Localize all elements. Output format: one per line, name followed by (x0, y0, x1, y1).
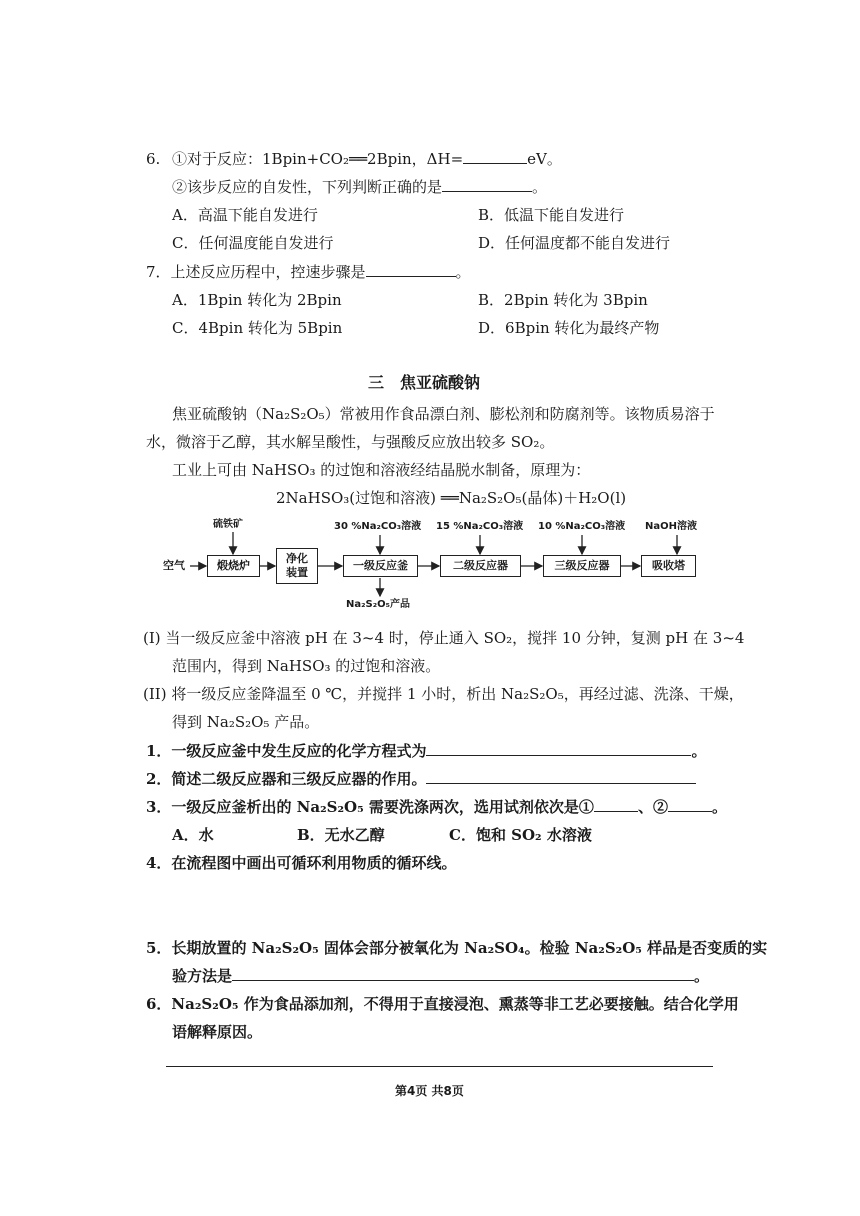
question-5-line-2 (172, 966, 709, 986)
question-1-blank[interactable] (426, 741, 691, 756)
answer-line[interactable] (166, 1066, 713, 1067)
q7-option-a: A．1Bpin 转化为 2Bpin (172, 291, 342, 309)
purifier-box: 净化 装置 (276, 548, 318, 584)
reagent-30-label: 30 %Na₂CO₃溶液 (334, 521, 422, 532)
q7-option-c: C．4Bpin 转化为 5Bpin (172, 319, 343, 337)
intro-line-1: 焦亚硫酸钠（Na₂S₂O₅）常被用作食品漂白剂、膨松剂和防腐剂等。该物质易溶于 (172, 405, 715, 423)
question-5-line-1: 5．长期放置的 Na₂S₂O₅ 固体会部分被氧化为 Na₂SO₄。检验 Na₂S₂O₅ 样品是否变质的实 (146, 939, 768, 957)
question-5-blank[interactable] (232, 966, 694, 981)
reactor-1-box: 一级反应釜 (343, 555, 418, 577)
question-5-end: 。 (694, 967, 710, 985)
q7-option-b: B．2Bpin 转化为 3Bpin (478, 291, 648, 309)
q6-part1-unit: eV。 (527, 150, 562, 168)
question-3-end: 。 (711, 798, 727, 816)
product-label: Na₂S₂O₅产品 (346, 599, 410, 610)
step-ii-line-1: (II) 将一级反应釜降温至 0 ℃，并搅拌 1 小时，析出 Na₂S₂O₅，再经过滤、洗涤、干燥， (143, 685, 744, 703)
question-1-text: 1．一级反应釜中发生反应的化学方程式为 (146, 742, 427, 760)
intro-line-3: 工业上可由 NaHSO₃ 的过饱和溶液经结晶脱水制备，原理为： (172, 461, 591, 479)
q6-option-a: A．高温下能自发进行 (172, 206, 318, 224)
question-2 (146, 769, 696, 789)
q6-part2-end: 。 (532, 178, 548, 196)
question-2-text: 2．简述二级反应器和三级反应器的作用。 (146, 770, 427, 788)
section-title: 三 焦亚硫酸钠 (368, 373, 481, 392)
question-2-blank[interactable] (426, 769, 696, 784)
question-3-blank-1[interactable] (594, 797, 638, 812)
q3-option-b: B．无水乙醇 (297, 826, 385, 844)
question-3 (146, 797, 727, 817)
question-3-mid: 、② (637, 798, 668, 816)
q6-option-d: D．任何温度都不能自发进行 (478, 234, 671, 252)
question-1-end: 。 (691, 742, 707, 760)
q7-end: 。 (455, 263, 471, 281)
question-3-blank-2[interactable] (668, 797, 712, 812)
absorber-box: 吸收塔 (641, 555, 696, 577)
question-5-text: 验方法是 (172, 967, 233, 985)
step-i-line-1: (I) 当一级反应釜中溶液 pH 在 3~4 时，停止通入 SO₂，搅拌 10 分钟，复测 pH 在 3~4 (143, 629, 745, 647)
q7-text: 7．上述反应历程中，控速步骤是 (146, 263, 366, 281)
q6-option-c: C．任何温度能自发进行 (172, 234, 334, 252)
air-label: 空气 (163, 559, 185, 572)
q6-number: 6. (146, 150, 161, 168)
reactor-3-box: 三级反应器 (543, 555, 621, 577)
reaction-equation: 2NaHSO₃(过饱和溶液) ══Na₂S₂O₅(晶体)＋H₂O(l) (276, 489, 627, 507)
question-4: 4．在流程图中画出可循环利用物质的循环线。 (146, 854, 457, 872)
step-ii-line-2: 得到 Na₂S₂O₅ 产品。 (172, 713, 320, 731)
ore-label: 硫铁矿 (213, 519, 243, 530)
q3-option-c: C．饱和 SO₂ 水溶液 (449, 826, 592, 844)
q6-part2-text: ②该步反应的自发性，下列判断正确的是 (172, 178, 443, 196)
reagent-15-label: 15 %Na₂CO₃溶液 (436, 521, 524, 532)
question-6-line-1: 6．Na₂S₂O₅ 作为食品添加剂，不得用于直接浸泡、熏蒸等非工艺必要接触。结合化学用 (146, 995, 739, 1013)
q6-option-b: B．低温下能自发进行 (478, 206, 625, 224)
reagent-10-label: 10 %Na₂CO₃溶液 (538, 521, 626, 532)
naoh-label: NaOH溶液 (645, 521, 697, 532)
q7-option-d: D．6Bpin 转化为最终产物 (478, 319, 660, 337)
roaster-box: 煅烧炉 (207, 555, 260, 577)
intro-line-2: 水，微溶于乙醇，其水解呈酸性，与强酸反应放出较多 SO₂。 (146, 433, 555, 451)
page-footer: 第4页 共8页 (395, 1084, 464, 1098)
question-1 (146, 741, 706, 761)
reactor-2-box: 二级反应器 (440, 555, 521, 577)
q3-option-a: A．水 (172, 826, 214, 844)
q6-part1-text: ①对于反应：1Bpin+CO₂══2Bpin，ΔH= (172, 150, 464, 168)
question-3-text: 3．一级反应釜析出的 Na₂S₂O₅ 需要洗涤两次，选用试剂依次是① (146, 798, 594, 816)
question-6-line-2: 语解释原因。 (172, 1023, 263, 1041)
step-i-line-2: 范围内，得到 NaHSO₃ 的过饱和溶液。 (172, 657, 441, 675)
